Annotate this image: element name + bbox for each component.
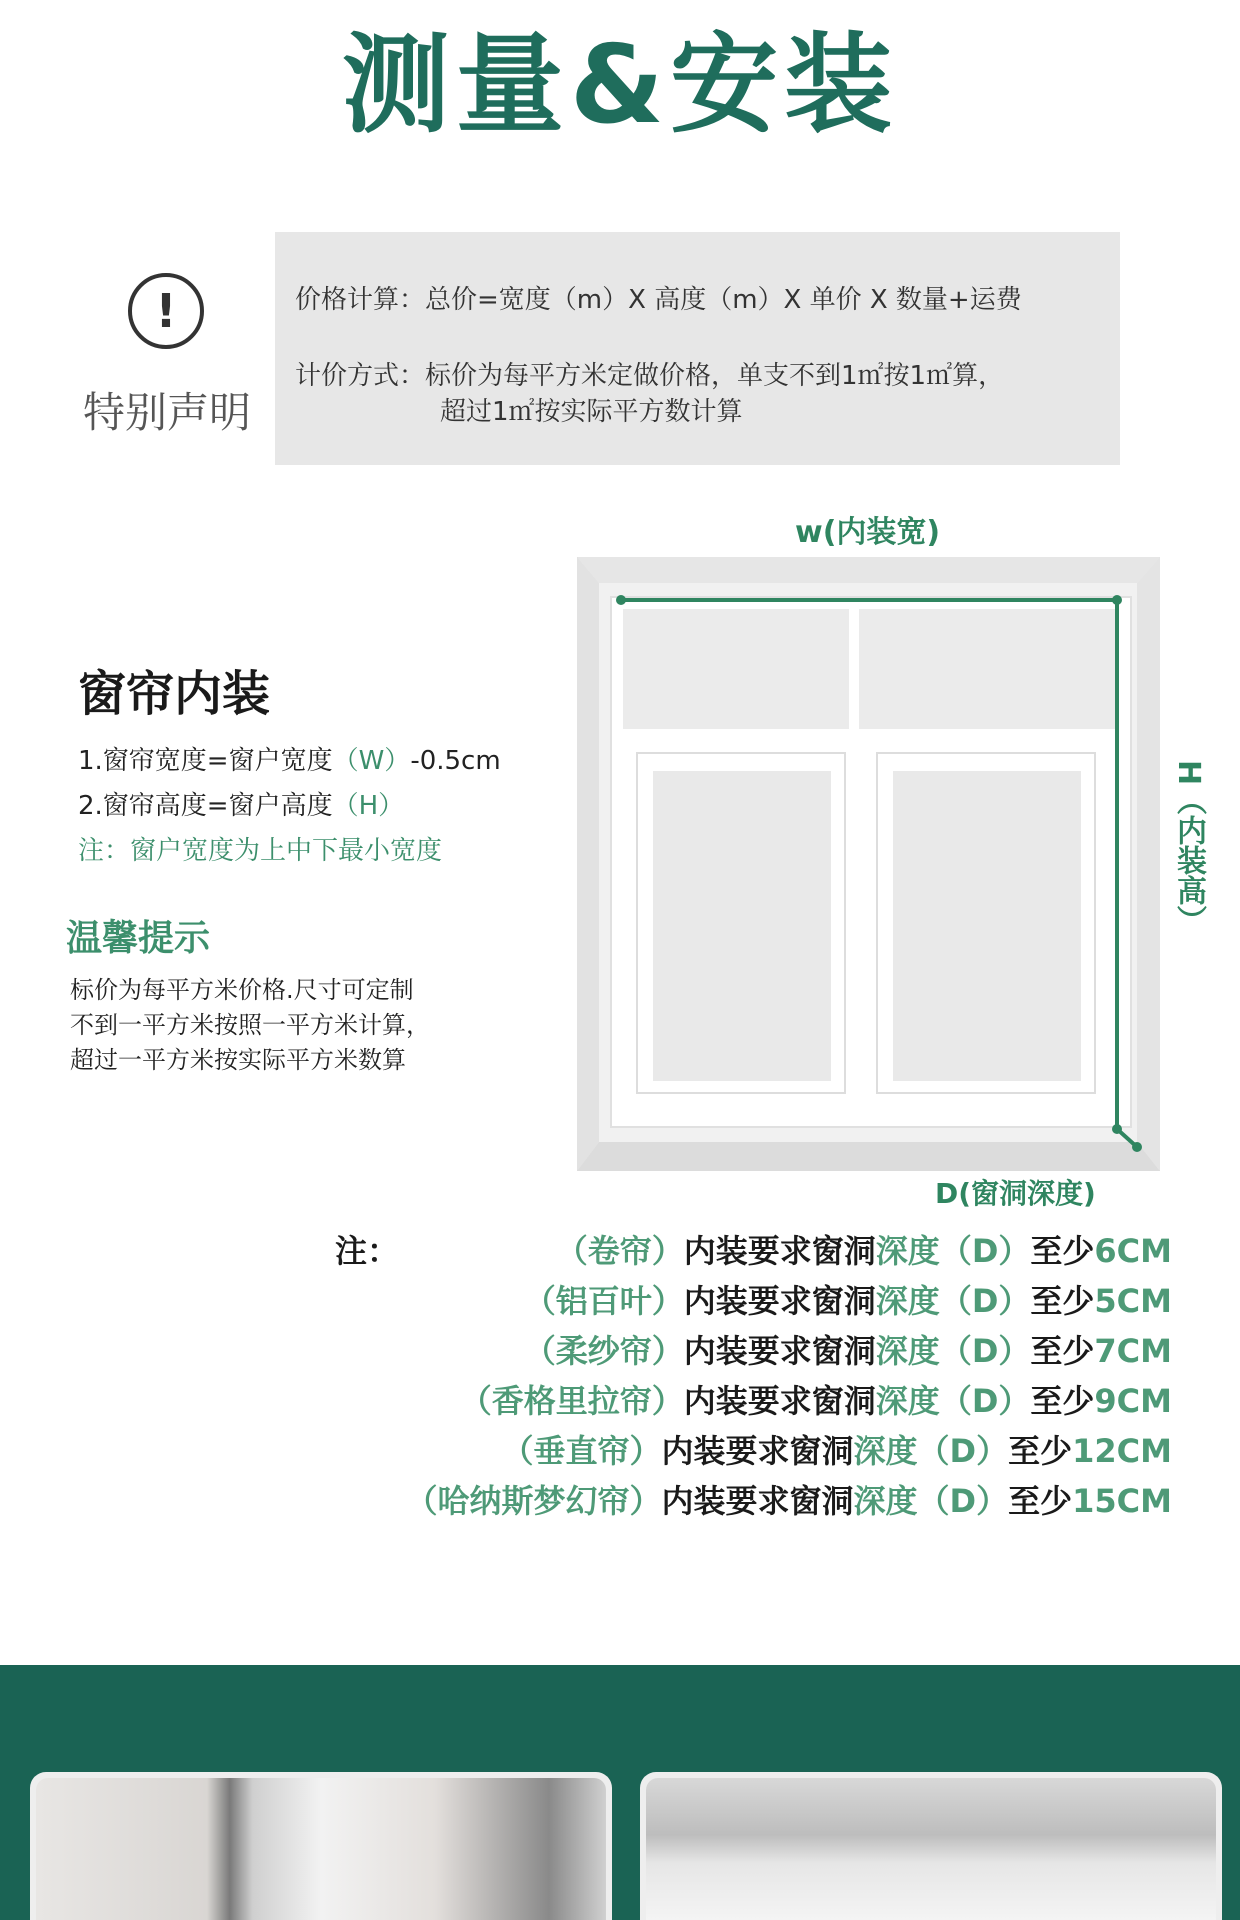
width-rule: 1.窗帘宽度=窗户宽度（W）-0.5cm	[78, 746, 501, 776]
depth-dimension-label: D(窗洞深度)	[935, 1177, 1096, 1210]
tips-title: 温馨提示	[66, 918, 211, 959]
inner-mount-title: 窗帘内装	[78, 666, 271, 722]
depth-note-row: （柔纱帘）内装要求窗洞深度（D）至少7CM	[523, 1332, 1172, 1370]
tips-line: 标价为每平方米价格.尺寸可定制	[70, 976, 414, 1004]
installation-photo	[640, 1772, 1222, 1920]
depth-note-row: （哈纳斯梦幻帘）内装要求窗洞深度（D）至少15CM	[405, 1482, 1172, 1520]
pricing-notice-box	[275, 232, 1120, 465]
page-title: 测量&安装	[341, 23, 899, 148]
depth-note-row: （铝百叶）内装要求窗洞深度（D）至少5CM	[523, 1282, 1172, 1320]
pricing-method-cont: 超过1㎡按实际平方数计算	[440, 397, 743, 427]
pricing-method: 计价方式：标价为每平方米定做价格，单支不到1㎡按1㎡算，	[295, 361, 1005, 391]
depth-notes-label: 注：	[335, 1232, 400, 1270]
depth-note-row: （香格里拉帘）内装要求窗洞深度（D）至少9CM	[459, 1382, 1172, 1420]
depth-note-row: （卷帘）内装要求窗洞深度（D）至少6CM	[555, 1232, 1172, 1270]
width-dimension-label: w(内装宽)	[795, 515, 941, 550]
depth-note-row: （垂直帘）内装要求窗洞深度（D）至少12CM	[501, 1432, 1172, 1470]
window-diagram	[577, 557, 1160, 1171]
notice-label: 特别声明	[82, 388, 251, 437]
exclamation-icon: !	[128, 273, 204, 349]
height-rule: 2.窗帘高度=窗户高度（H）	[78, 791, 405, 821]
tips-line: 超过一平方米按实际平方米数算	[70, 1046, 406, 1074]
height-dimension-label: H（内装高）	[1171, 760, 1206, 936]
tips-line: 不到一平方米按照一平方米计算，	[70, 1011, 430, 1039]
width-note: 注：窗户宽度为上中下最小宽度	[78, 836, 443, 866]
installation-photo	[30, 1772, 612, 1920]
pricing-formula: 价格计算：总价=宽度（m）X 高度（m）X 单价 X 数量+运费	[295, 285, 1022, 315]
